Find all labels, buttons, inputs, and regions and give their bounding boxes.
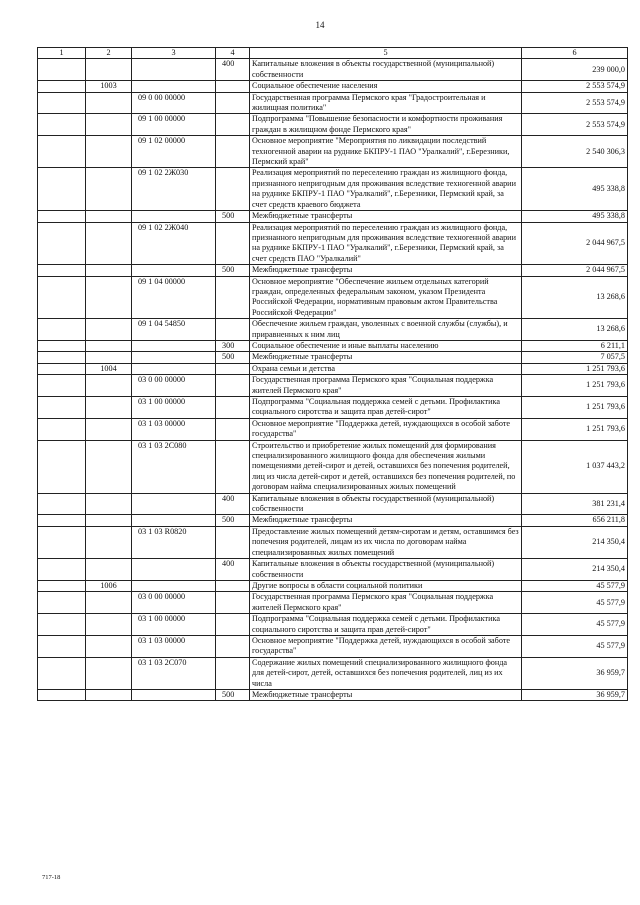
expense-type-cell bbox=[216, 418, 250, 440]
target-article-cell bbox=[132, 81, 216, 92]
table-row bbox=[38, 92, 628, 114]
target-article-cell bbox=[132, 352, 216, 363]
expense-type-cell bbox=[216, 635, 250, 657]
expense-type-cell: 500 bbox=[216, 211, 250, 222]
blank-cell bbox=[38, 515, 86, 526]
amount-cell: 1 251 793,6 bbox=[522, 375, 628, 397]
table-row bbox=[38, 352, 628, 363]
table-row bbox=[38, 276, 628, 319]
expense-type-cell: 400 bbox=[216, 59, 250, 81]
section-code-cell bbox=[86, 614, 132, 636]
blank-cell bbox=[38, 211, 86, 222]
item-name-cell: Содержание жилых помещений специализированного жилищного фонда для детей-сирот, детей, оставшихся без попечения родителей, лиц из их числа bbox=[250, 657, 522, 689]
blank-cell bbox=[38, 418, 86, 440]
table-row bbox=[38, 222, 628, 265]
blank-cell bbox=[38, 168, 86, 211]
section-code-cell bbox=[86, 375, 132, 397]
table-row bbox=[38, 81, 628, 92]
expense-type-cell bbox=[216, 526, 250, 558]
target-article-cell: 09 1 02 2Ж030 bbox=[132, 168, 216, 211]
target-article-cell: 03 0 00 00000 bbox=[132, 592, 216, 614]
amount-cell: 239 000,0 bbox=[522, 59, 628, 81]
section-code-cell bbox=[86, 92, 132, 114]
expense-type-cell: 400 bbox=[216, 493, 250, 515]
amount-cell: 45 577,9 bbox=[522, 592, 628, 614]
item-name-cell: Предоставление жилых помещений детям-сиротам и детям, оставшимся без попечения родителей, лицам из их числа по договорам найма специализированных жилых помещений bbox=[250, 526, 522, 558]
section-code-cell bbox=[86, 114, 132, 136]
blank-cell bbox=[38, 689, 86, 700]
item-name-cell: Капитальные вложения в объекты государственной (муниципальной) собственности bbox=[250, 59, 522, 81]
amount-cell: 2 553 574,9 bbox=[522, 92, 628, 114]
section-code-cell bbox=[86, 689, 132, 700]
header-cell: 4 bbox=[216, 48, 250, 59]
section-code-cell bbox=[86, 657, 132, 689]
expense-type-cell bbox=[216, 440, 250, 493]
item-name-cell: Строительство и приобретение жилых помещений для формирования специализированного жилищного фонда для обеспечения жилыми помещениями детей-сирот и детей, оставшихся без попечения родителей, лиц из числа детей-сирот и детей, оставшихся без попечения родителей, по договорам найма специализированных жилых помещений bbox=[250, 440, 522, 493]
blank-cell bbox=[38, 136, 86, 168]
amount-cell: 1 251 793,6 bbox=[522, 418, 628, 440]
table-header-row bbox=[38, 48, 628, 59]
target-article-cell bbox=[132, 265, 216, 276]
expense-type-cell bbox=[216, 397, 250, 419]
target-article-cell bbox=[132, 580, 216, 591]
target-article-cell: 03 0 00 00000 bbox=[132, 375, 216, 397]
expense-type-cell bbox=[216, 375, 250, 397]
header-cell: 6 bbox=[522, 48, 628, 59]
blank-cell bbox=[38, 580, 86, 591]
blank-cell bbox=[38, 319, 86, 341]
blank-cell bbox=[38, 493, 86, 515]
item-name-cell: Государственная программа Пермского края "Социальная поддержка жителей Пермского края" bbox=[250, 592, 522, 614]
table-row bbox=[38, 614, 628, 636]
section-code-cell bbox=[86, 397, 132, 419]
amount-cell: 45 577,9 bbox=[522, 635, 628, 657]
table-row bbox=[38, 168, 628, 211]
target-article-cell bbox=[132, 689, 216, 700]
expense-type-cell bbox=[216, 363, 250, 374]
expense-type-cell bbox=[216, 580, 250, 591]
header-cell: 1 bbox=[38, 48, 86, 59]
expense-type-cell bbox=[216, 81, 250, 92]
table-row bbox=[38, 515, 628, 526]
amount-cell: 45 577,9 bbox=[522, 580, 628, 591]
table-row bbox=[38, 580, 628, 591]
page-number: 14 bbox=[315, 20, 325, 30]
blank-cell bbox=[38, 592, 86, 614]
section-code-cell bbox=[86, 136, 132, 168]
expense-type-cell: 400 bbox=[216, 559, 250, 581]
blank-cell bbox=[38, 657, 86, 689]
section-code-cell bbox=[86, 319, 132, 341]
table-row bbox=[38, 136, 628, 168]
target-article-cell: 03 1 03 2С080 bbox=[132, 440, 216, 493]
blank-cell bbox=[38, 635, 86, 657]
expense-type-cell bbox=[216, 592, 250, 614]
document-code: 717-18 bbox=[42, 874, 61, 881]
amount-cell: 2 540 306,3 bbox=[522, 136, 628, 168]
item-name-cell: Межбюджетные трансферты bbox=[250, 352, 522, 363]
amount-cell: 2 553 574,9 bbox=[522, 81, 628, 92]
amount-cell: 2 044 967,5 bbox=[522, 222, 628, 265]
item-name-cell: Охрана семьи и детства bbox=[250, 363, 522, 374]
table-row bbox=[38, 635, 628, 657]
expense-type-cell bbox=[216, 319, 250, 341]
table-row bbox=[38, 418, 628, 440]
table-row bbox=[38, 340, 628, 351]
blank-cell bbox=[38, 559, 86, 581]
blank-cell bbox=[38, 222, 86, 265]
item-name-cell: Подпрограмма "Социальная поддержка семей с детьми. Профилактика социального сиротства и защита прав детей-сирот" bbox=[250, 397, 522, 419]
header-cell: 2 bbox=[86, 48, 132, 59]
section-code-cell bbox=[86, 352, 132, 363]
section-code-cell bbox=[86, 515, 132, 526]
section-code-cell: 1004 bbox=[86, 363, 132, 374]
section-code-cell bbox=[86, 59, 132, 81]
section-code-cell: 1006 bbox=[86, 580, 132, 591]
blank-cell bbox=[38, 614, 86, 636]
header-cell: 5 bbox=[250, 48, 522, 59]
amount-cell: 1 037 443,2 bbox=[522, 440, 628, 493]
target-article-cell: 09 1 04 54850 bbox=[132, 319, 216, 341]
amount-cell: 2 553 574,9 bbox=[522, 114, 628, 136]
blank-cell bbox=[38, 265, 86, 276]
target-article-cell: 09 1 02 00000 bbox=[132, 136, 216, 168]
amount-cell: 13 268,6 bbox=[522, 319, 628, 341]
blank-cell bbox=[38, 92, 86, 114]
section-code-cell bbox=[86, 493, 132, 515]
amount-cell: 214 350,4 bbox=[522, 559, 628, 581]
target-article-cell: 09 1 00 00000 bbox=[132, 114, 216, 136]
table-row bbox=[38, 440, 628, 493]
section-code-cell bbox=[86, 559, 132, 581]
blank-cell bbox=[38, 375, 86, 397]
amount-cell: 1 251 793,6 bbox=[522, 363, 628, 374]
item-name-cell: Подпрограмма "Повышение безопасности и комфортности проживания граждан в жилищном фонде Пермского края" bbox=[250, 114, 522, 136]
item-name-cell: Государственная программа Пермского края "Градостроительная и жилищная политика" bbox=[250, 92, 522, 114]
item-name-cell: Межбюджетные трансферты bbox=[250, 689, 522, 700]
blank-cell bbox=[38, 59, 86, 81]
table-row bbox=[38, 689, 628, 700]
expense-type-cell bbox=[216, 222, 250, 265]
blank-cell bbox=[38, 397, 86, 419]
target-article-cell bbox=[132, 340, 216, 351]
amount-cell: 495 338,8 bbox=[522, 168, 628, 211]
amount-cell: 495 338,8 bbox=[522, 211, 628, 222]
expense-type-cell bbox=[216, 614, 250, 636]
expense-type-cell bbox=[216, 168, 250, 211]
section-code-cell bbox=[86, 211, 132, 222]
blank-cell bbox=[38, 352, 86, 363]
expense-type-cell: 500 bbox=[216, 689, 250, 700]
item-name-cell: Основное мероприятие "Мероприятия по ликвидации последствий техногенной аварии на руднике БКПРУ-1 ПАО "Уралкалий", г.Березники, Пермский край" bbox=[250, 136, 522, 168]
expense-type-cell bbox=[216, 136, 250, 168]
item-name-cell: Капитальные вложения в объекты государственной (муниципальной) собственности bbox=[250, 493, 522, 515]
table-row bbox=[38, 211, 628, 222]
blank-cell bbox=[38, 526, 86, 558]
blank-cell bbox=[38, 114, 86, 136]
target-article-cell: 09 1 04 00000 bbox=[132, 276, 216, 319]
section-code-cell bbox=[86, 168, 132, 211]
item-name-cell: Межбюджетные трансферты bbox=[250, 211, 522, 222]
table-row bbox=[38, 319, 628, 341]
blank-cell bbox=[38, 363, 86, 374]
header-cell: 3 bbox=[132, 48, 216, 59]
target-article-cell bbox=[132, 59, 216, 81]
item-name-cell: Межбюджетные трансферты bbox=[250, 515, 522, 526]
amount-cell: 381 231,4 bbox=[522, 493, 628, 515]
section-code-cell bbox=[86, 340, 132, 351]
item-name-cell: Основное мероприятие "Поддержка детей, нуждающихся в особой заботе государства" bbox=[250, 418, 522, 440]
target-article-cell: 03 1 00 00000 bbox=[132, 614, 216, 636]
section-code-cell: 1003 bbox=[86, 81, 132, 92]
table-row bbox=[38, 114, 628, 136]
expense-type-cell bbox=[216, 657, 250, 689]
target-article-cell bbox=[132, 363, 216, 374]
amount-cell: 1 251 793,6 bbox=[522, 397, 628, 419]
target-article-cell bbox=[132, 211, 216, 222]
item-name-cell: Социальное обеспечение и иные выплаты населению bbox=[250, 340, 522, 351]
amount-cell: 2 044 967,5 bbox=[522, 265, 628, 276]
amount-cell: 7 057,5 bbox=[522, 352, 628, 363]
expense-type-cell: 500 bbox=[216, 515, 250, 526]
blank-cell bbox=[38, 340, 86, 351]
item-name-cell: Подпрограмма "Социальная поддержка семей с детьми. Профилактика социального сиротства и защита прав детей-сирот" bbox=[250, 614, 522, 636]
section-code-cell bbox=[86, 276, 132, 319]
target-article-cell: 03 1 03 00000 bbox=[132, 635, 216, 657]
table-row bbox=[38, 493, 628, 515]
item-name-cell: Социальное обеспечение населения bbox=[250, 81, 522, 92]
section-code-cell bbox=[86, 592, 132, 614]
target-article-cell: 03 1 03 00000 bbox=[132, 418, 216, 440]
expense-type-cell: 300 bbox=[216, 340, 250, 351]
table-row bbox=[38, 375, 628, 397]
item-name-cell: Государственная программа Пермского края "Социальная поддержка жителей Пермского края" bbox=[250, 375, 522, 397]
amount-cell: 36 959,7 bbox=[522, 689, 628, 700]
target-article-cell: 09 0 00 00000 bbox=[132, 92, 216, 114]
target-article-cell: 03 1 03 R0820 bbox=[132, 526, 216, 558]
amount-cell: 45 577,9 bbox=[522, 614, 628, 636]
section-code-cell bbox=[86, 265, 132, 276]
table-row bbox=[38, 592, 628, 614]
budget-table bbox=[37, 47, 628, 701]
expense-type-cell bbox=[216, 276, 250, 319]
table-row bbox=[38, 559, 628, 581]
blank-cell bbox=[38, 81, 86, 92]
item-name-cell: Реализация мероприятий по переселению граждан из жилищного фонда, признанного непригодным для проживания вследствие техногенной аварии на руднике БКПРУ-1 ПАО "Уралкалий", г.Березники, Пермский край, за счет средств ПАО "Уралкалий" bbox=[250, 222, 522, 265]
target-article-cell bbox=[132, 493, 216, 515]
section-code-cell bbox=[86, 222, 132, 265]
item-name-cell: Межбюджетные трансферты bbox=[250, 265, 522, 276]
item-name-cell: Обеспечение жильем граждан, уволенных с военной службы (службы), и приравненных к ним лиц bbox=[250, 319, 522, 341]
table-row bbox=[38, 363, 628, 374]
item-name-cell: Капитальные вложения в объекты государственной (муниципальной) собственности bbox=[250, 559, 522, 581]
target-article-cell: 03 1 00 00000 bbox=[132, 397, 216, 419]
amount-cell: 656 211,8 bbox=[522, 515, 628, 526]
expense-type-cell: 500 bbox=[216, 352, 250, 363]
target-article-cell: 03 1 03 2С070 bbox=[132, 657, 216, 689]
expense-type-cell bbox=[216, 92, 250, 114]
item-name-cell: Основное мероприятие "Обеспечение жильем отдельных категорий граждан, определенных федеральным законом, указом Президента Российской Федерации, нормативным правовым актом Правительства Российской Федерации" bbox=[250, 276, 522, 319]
target-article-cell bbox=[132, 559, 216, 581]
amount-cell: 13 268,6 bbox=[522, 276, 628, 319]
amount-cell: 214 350,4 bbox=[522, 526, 628, 558]
section-code-cell bbox=[86, 440, 132, 493]
table-row bbox=[38, 526, 628, 558]
item-name-cell: Реализация мероприятий по переселению граждан из жилищного фонда, признанного непригодным для проживания вследствие техногенной аварии на руднике БКПРУ-1 ПАО "Уралкалий", г.Березники, Пермский край, за счет средств краевого бюджета bbox=[250, 168, 522, 211]
item-name-cell: Основное мероприятие "Поддержка детей, нуждающихся в особой заботе государства" bbox=[250, 635, 522, 657]
amount-cell: 36 959,7 bbox=[522, 657, 628, 689]
section-code-cell bbox=[86, 526, 132, 558]
item-name-cell: Другие вопросы в области социальной политики bbox=[250, 580, 522, 591]
blank-cell bbox=[38, 276, 86, 319]
table-row bbox=[38, 397, 628, 419]
table-row bbox=[38, 265, 628, 276]
target-article-cell: 09 1 02 2Ж040 bbox=[132, 222, 216, 265]
section-code-cell bbox=[86, 635, 132, 657]
expense-type-cell bbox=[216, 114, 250, 136]
expense-type-cell: 500 bbox=[216, 265, 250, 276]
blank-cell bbox=[38, 440, 86, 493]
table-row bbox=[38, 59, 628, 81]
table-row bbox=[38, 657, 628, 689]
amount-cell: 6 211,1 bbox=[522, 340, 628, 351]
section-code-cell bbox=[86, 418, 132, 440]
target-article-cell bbox=[132, 515, 216, 526]
